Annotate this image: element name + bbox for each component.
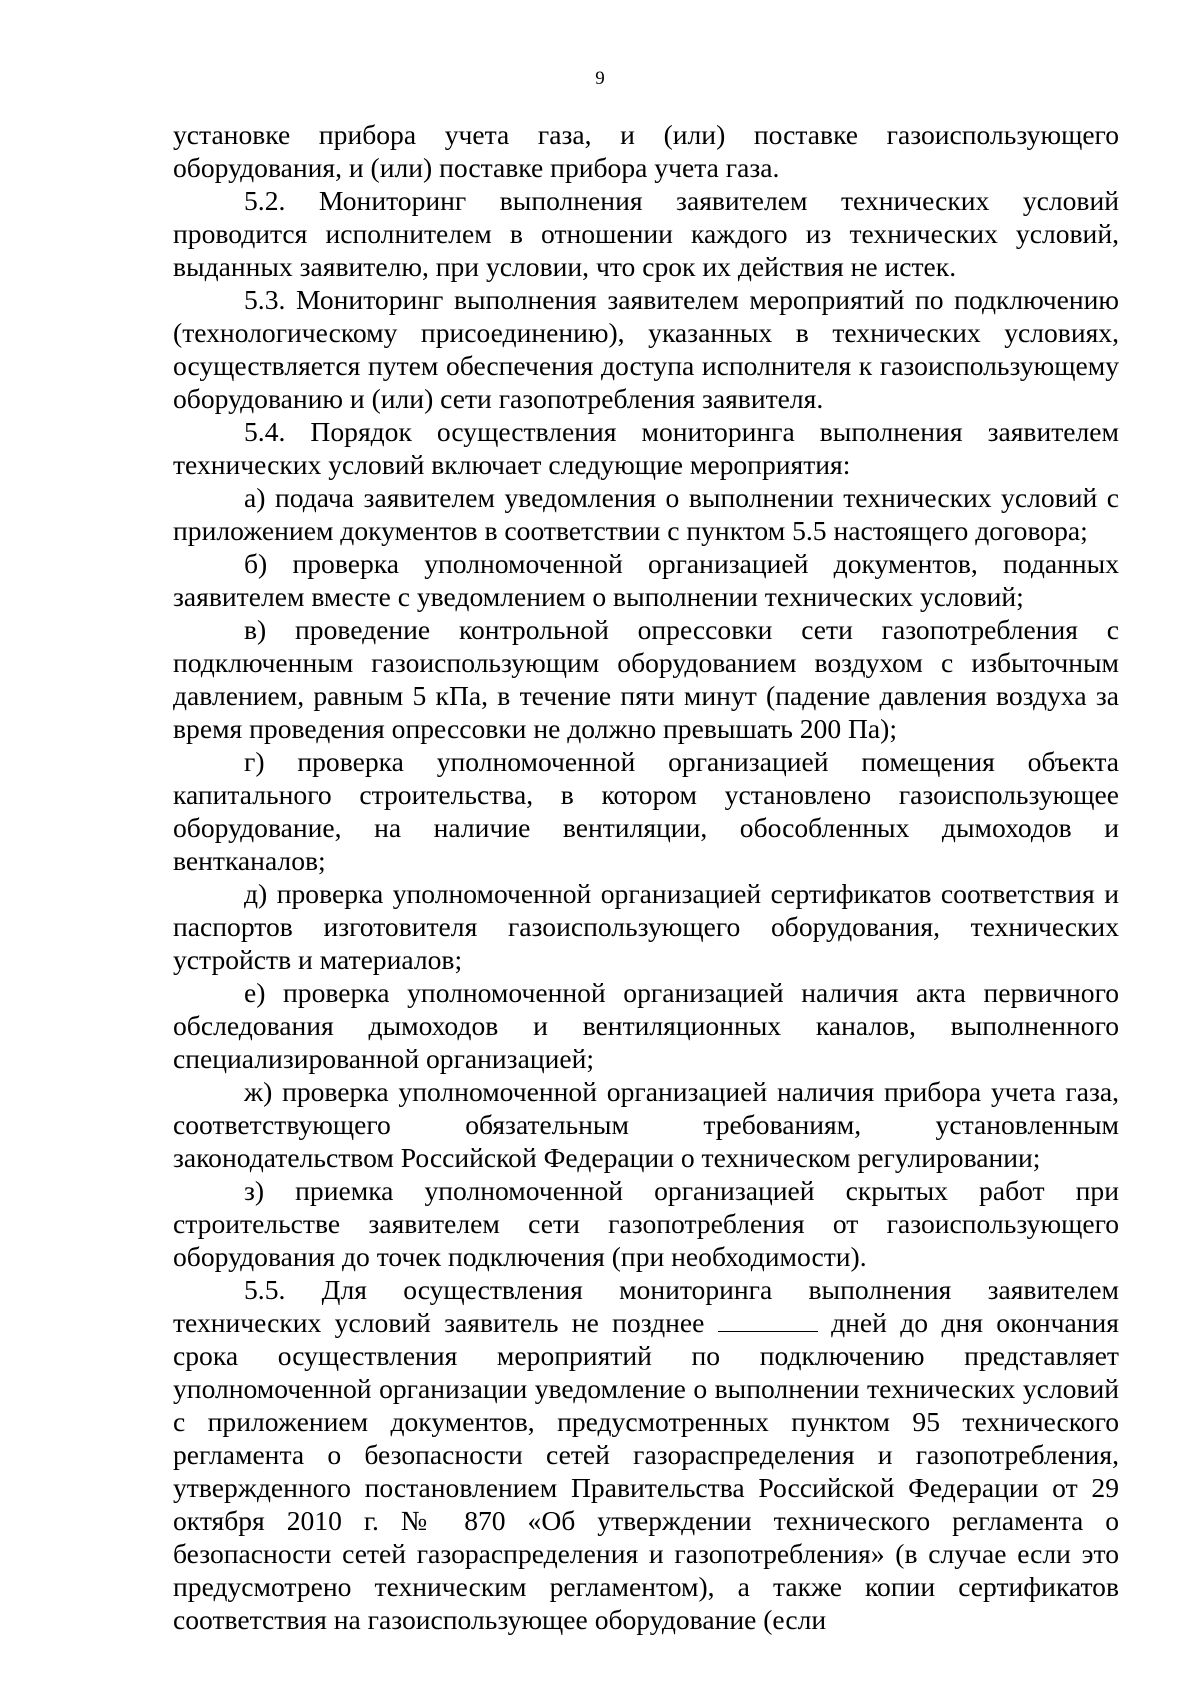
list-item-z: з) приемка уполномоченной организацией скрытых работ при строительстве заявителем сети газопотребления от газоиспользующего оборудования до точек подключения (при необходимости). [173,1175,1119,1272]
paragraph-5-2: 5.2. Мониторинг выполнения заявителем технических условий проводится исполнителем в отношении каждого из технических условий, выданных заявителю, при условии, что срок их действия не истек. [173,185,1119,282]
paragraph-5-5-part2: дней до дня окончания срока осуществления мероприятий по подключению представляет уполномоченной организации уведомление о выполнении технических условий с приложением документов, предусмотренных пунктом 95 технического регламента о безопасности сетей газораспределения и газопотребления, утвержденного постановлением Правительства Российской Федерации от 29 октября 2010 г. № 870 «Об утверждении технического регламента о безопасности сетей газораспределения и газопотребления» (в случае если это предусмотрено техническим регламентом), а также копии сертификатов соответствия на газоиспользующее оборудование (если [173,1307,1120,1635]
paragraph-5-5-part1: 5.5. Для осуществления мониторинга выполнения заявителем технических условий заявитель не позднее [173,1274,1119,1338]
list-item-v: в) проведение контрольной опрессовки сети газопотребления с подключенным газоиспользующим оборудованием воздухом с избыточным давлением, равным 5 кПа, в течение пяти минут (падение давления воздуха за время проведения опрессовки не должно превышать 200 Па); [173,614,1119,744]
paragraph-continuation: установке прибора учета газа, и (или) поставке газоиспользующего оборудования, и (или) поставке прибора учета газа. [173,119,1119,183]
list-item-zh: ж) проверка уполномоченной организацией наличия прибора учета газа, соответствующего обязательным требованиям, установленным законодательством Российской Федерации о техническом регулировании; [173,1076,1119,1173]
paragraph-5-4: 5.4. Порядок осуществления мониторинга выполнения заявителем технических условий включает следующие мероприятия: [173,416,1119,480]
paragraph-5-5 [173,1273,1119,1636]
list-item-g: г) проверка уполномоченной организацией помещения объекта капитального строительства, в котором установлено газоиспользующее оборудование, на наличие вентиляции, обособленных дымоходов и вентканалов; [173,746,1119,876]
blank-days-field [718,1309,818,1332]
list-item-d: д) проверка уполномоченной организацией сертификатов соответствия и паспортов изготовителя газоиспользующего оборудования, технических устройств и материалов; [173,878,1119,975]
paragraph-5-3: 5.3. Мониторинг выполнения заявителем мероприятий по подключению (технологическому присоединению), указанных в технических условиях, осуществляется путем обеспечения доступа исполнителя к газоиспользующему оборудованию и (или) сети газопотребления заявителя. [173,284,1119,414]
list-item-e: е) проверка уполномоченной организацией наличия акта первичного обследования дымоходов и вентиляционных каналов, выполненного специализированной организацией; [173,977,1119,1074]
document-body [173,118,1119,1636]
list-item-b: б) проверка уполномоченной организацией документов, поданных заявителем вместе с уведомлением о выполнении технических условий; [173,548,1119,612]
list-item-a: а) подача заявителем уведомления о выполнении технических условий с приложением документов в соответствии с пунктом 5.5 настоящего договора; [173,482,1119,546]
page-number: 9 [595,68,605,89]
